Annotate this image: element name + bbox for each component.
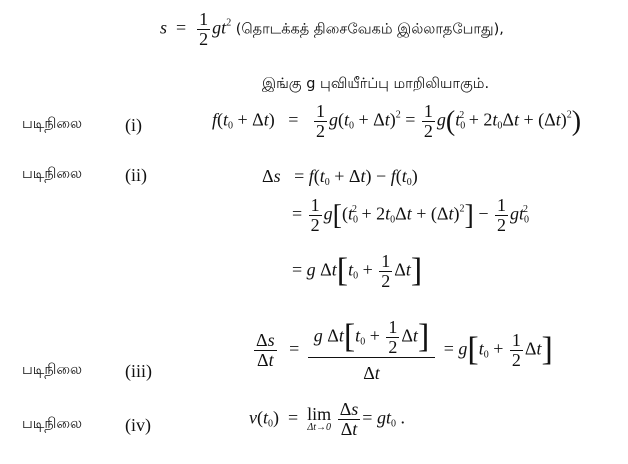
fraction-half: $\frac{1}{2}$ [199, 9, 209, 49]
step-ii-equation-1: $\Delta s = f(t_0 + \Delta t) - f(t_0)$ [262, 166, 418, 188]
initial-velocity-note: (தொடக்கத் திசைவேகம் இல்லாதபோது), [235, 21, 504, 38]
step-label: படிநிலை [22, 166, 83, 182]
gravity-note: இங்கு g புவியீர்ப்பு மாறிலியாகும். [262, 76, 490, 92]
step-number: (iv) [125, 415, 151, 435]
step-label: படிநிலை [22, 416, 83, 432]
step-i-equation: $f(t_0 + \Delta t)$ = $\frac{1}{2}$ $g(t_0 + \Delta t)^2$ = $\frac{1}{2}$ $g(t_0^2 + 2t_0\Delta t + (\Delta t)^2)$ [212, 101, 582, 141]
step-ii-equation-3: = g $\Delta t[t_0$ + $\frac{1}{2}$ Δt] [292, 251, 423, 291]
step-number: (i) [125, 115, 142, 135]
step-iii-equation: $\frac{\Delta s}{\Delta t}$ = g $\Delta t[t_0$ + $\frac{1}{2}$ Δt] Δt = $g[t_0$ + $\frac{1}{2}$ Δt] [256, 317, 553, 383]
step-iv-equation: $v(t_0) = \lim$ Δt→0 $\frac{\Delta s}{\Delta t}$ = $gt_0$ . [249, 399, 405, 439]
step-number: (ii) [125, 165, 147, 185]
step-label: படிநிலை [22, 116, 83, 132]
step-label: படிநிலை [22, 362, 83, 378]
equation-s: s = $\frac{1}{2}$ $gt^2$ (தொடக்கத் திசைவேகம் இல்லாதபோது), [160, 9, 504, 49]
step-number: (iii) [125, 361, 152, 381]
step-ii-equation-2: = $\frac{1}{2}$ $g[(t_0^2 + 2t_0\Delta t + (\Delta t)^2]$ − $\frac{1}{2}$ $gt_0^2$ [292, 195, 530, 235]
